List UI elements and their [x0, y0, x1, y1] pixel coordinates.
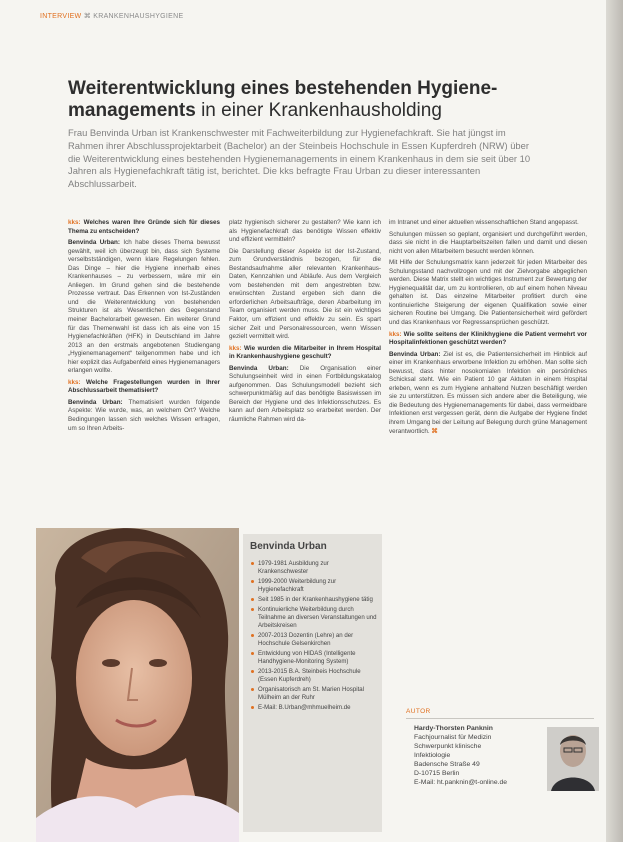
- bio-box-title: Benvinda Urban: [250, 541, 327, 552]
- question-text: Welche Fragestellungen wurden in Ihrer Abschlussarbeit thematisiert?: [68, 378, 220, 395]
- question-label: kks:: [389, 330, 402, 338]
- author-name: Hardy-Thorsten Panknin: [414, 725, 493, 732]
- question-4: [389, 331, 587, 348]
- running-head-section: INTERVIEW: [40, 13, 82, 20]
- author-line: Fachjournalist für Medizin: [414, 734, 492, 741]
- question-label: kks:: [68, 378, 81, 386]
- paragraph: platz hygienisch sicherer zu gestalten? Wie kann ich als Hygienefachkraft das benötigte Wissen effektiv und effizient vermitteln?: [229, 219, 381, 244]
- answer-1: [68, 239, 220, 376]
- title-bold: Weiterentwicklung eines bestehenden Hygiene-managements: [68, 78, 498, 121]
- bio-item: Organisatorisch am St. Marien Hospital Mülheim an der Ruhr: [250, 686, 378, 702]
- page-gutter: [606, 0, 623, 842]
- question-1: [68, 219, 220, 236]
- answer-4: [389, 351, 587, 436]
- answer-2: [68, 399, 220, 433]
- title-light: in einer Krankenhausholding: [201, 100, 442, 121]
- text-column-2: [229, 219, 381, 428]
- answer-3: [229, 365, 381, 425]
- author-line: Infektiologie: [414, 752, 451, 759]
- answer-label: Benvinda Urban:: [229, 364, 289, 372]
- author-line: Schwerpunkt klinische: [414, 743, 482, 750]
- paragraph: Mit Hilfe der Schulungsmatrix kann jederzeit für jeden Mitarbeiter des Schulungsstand nachvollzogen und mit der Zielvorgabe abgeglichen werden. Diese Matrix stellt ein wichtiges Instrument zur Bewertung der Hygienequalität dar, um zu kontrollieren, ob auf einem hohen Niveau gehalten ist. Das einzelne Mitarbeiter profitiert durch eine kontinuierliche Steigerung der eigenen Qualifikation sowie einer sicheren Routine bei Umgang. Die Patientensicherheit wird gefördert und das Krankenhaus vor Regressansprüchen geschützt.: [389, 259, 587, 327]
- portrait-illustration: [36, 528, 239, 842]
- paragraph: Schulungen müssen so geplant, organisiert und durchgeführt werden, dass sie nicht in die Hauptarbeitszeiten fallen und damit und diesen nicht von allen Mitarbeitern besucht werden können.: [389, 230, 587, 255]
- answer-label: Benvinda Urban:: [68, 239, 120, 247]
- bio-item: Kontinuierliche Weiterbildung durch Teilnahme an diversen Veranstaltungen und Arbeitskreisen: [250, 606, 378, 630]
- portrait-photo: [36, 528, 239, 842]
- author-portrait: [547, 727, 599, 791]
- bio-item: E-Mail: B.Urban@mhmuelheim.de: [250, 704, 378, 712]
- question-label: kks:: [229, 344, 242, 352]
- question-label: kks:: [68, 219, 81, 226]
- paragraph: im Intranet und einer aktuellen wissenschaftlichen Stand angepasst.: [389, 219, 579, 226]
- question-3: [229, 345, 381, 362]
- answer-text: Ziel ist es, die Patientensicherheit im Hinblick auf einer im Krankenhaus erworbene Infektion zu erhöhen. Man sollte sich bewusst, dass hinter nosokomialen Infektion ein persönliches Schicksal steht. Wie ein Patient 10 gar Aktuten in einem Hospital erleben, wenn es zum Hygiene anhaltend Nutzen beschäftigt werden sie zu unterstützen. Es müssen sich andere aber die Beteiligung, wie die Bedeutung des Hygienemanagements für dabei, dass vermeidbare Infektionen erst vergessen gerät, denn die Aufgabe der Hygiene findet ihrem Umgang bei der Leitung auf Belegung durch grüne Management verantwortlich.: [389, 350, 587, 435]
- answer-label: Benvinda Urban:: [68, 398, 123, 406]
- author-line: Badensche Straße 49: [414, 761, 480, 768]
- bio-item: Entwicklung von HIDAS (Intelligente Handhygiene-Monitoring System): [250, 650, 378, 666]
- bio-box: [243, 534, 382, 832]
- answer-text: Die Organisation einer Schulungseinheit wird in einen Fortbildungskatalog aufgenommen. Das Schulungsmodell bezieht sich schwerpunktmäßig auf das benötigte Basiswissen im Bereich der Hygiene und des Infektionsschutzes. Es kann auf dem Arbeitsplatz so erarbeitet werden. Der räumliche Rahmen wird da-: [229, 364, 382, 424]
- author-line: D-10715 Berlin: [414, 770, 460, 777]
- author-info: [414, 724, 542, 787]
- paragraph: Die Darstellung dieser Aspekte ist der Ist-Zustand, zum Grundverständnis bezogen, für die Bestandsaufnahme aller relevanten Krankenhaus-Daten, Kennzahlen und Abläufe. Aus dem Vergleich vom bestehenden mit dem angestrebten bzw. erwünschten Zustand ergeben sich dann die erforderlichen Arbeitsaufträge, deren Abarbeitung im Team organisiert werden muss. Die ist ein wichtiges Faktor, um effizient und effektiv zu sein. Es spart sicher Zeit und Personalressourcen, wenn Wissen gezielt vermittelt wird.: [229, 247, 381, 341]
- bio-list: [250, 560, 378, 714]
- end-mark-icon: ⌘: [431, 427, 438, 435]
- text-column-1: [68, 219, 220, 436]
- bio-item: 1979-1981 Ausbildung zur Krankenschwester: [250, 560, 378, 576]
- lead-paragraph: Frau Benvinda Urban ist Krankenschwester mit Fachweiterbildung zur Hygienefachkraft. Sie hat jüngst im Rahmen ihrer Abschlussprojektarbeit (Bachelor) an der Steinbeis Hochschule in Essen Kupferdreh (NRW) über die Weiterentwicklung eines bestehenden Hygienemanagements in einem Krankenhaus in dem sie seit über 10 Jahren als Hygienefachkraft tätig ist, berichtet. Die kks befragte Frau Urban zu dieser interessanten Abschlussarbeit.: [68, 127, 531, 190]
- text-column-3: [389, 219, 587, 439]
- running-head-separator: ⌘: [83, 13, 94, 20]
- author-photo: [547, 727, 599, 791]
- answer-text: Thematisiert wurden folgende Aspekte: Wie wurde, was, an welchem Ort? Welche Bedingungen lassen sich welches Wissen erfragen, um so Ihren Arbeits-: [68, 398, 220, 432]
- bio-item: Seit 1985 in der Krankenhaushygiene tätig: [250, 596, 378, 604]
- question-2: [68, 379, 220, 396]
- question-text: Wie sollte seitens der Klinikhygiene die Patient vermehrt vor Hospitalinfektionen geschützt werden?: [389, 330, 587, 347]
- answer-label: Benvinda Urban:: [389, 350, 441, 358]
- author-divider: [406, 718, 594, 719]
- running-head-topic: KRANKENHAUSHYGIENE: [93, 13, 184, 20]
- author-line: E-Mail: ht.panknin@t-online.de: [414, 779, 508, 786]
- running-head: [40, 12, 183, 20]
- question-text: Welches waren Ihre Gründe sich für dieses Thema zu entscheiden?: [68, 219, 220, 235]
- question-text: Wie wurden die Mitarbeiter in Ihrem Hospital in Krankenhaushygiene geschult?: [229, 344, 382, 361]
- article-title: [68, 78, 538, 122]
- answer-text: Ich habe dieses Thema bewusst gewählt, weil ich überzeugt bin, dass sich Systeme verselbstständigen, wenn klare Regelungen fehlen. Das Dinge – hier die Hygiene innerhalb eines Krankenhauses – zu verbessern, wäre mir ein Anliegen. Im Grund gehen sind die bestehende Prozesse vertraut. Das Erkennen von Ist-Zuständen und die Weiterentwicklung von bestehenden Strukturen ist als Wesentlichen des Gegenstand meiner Bachelorarbeit gewesen. Ein weiterer Grund für das Themenwahl ist dass ich als eine von 15 Hygienefachkräften (HFK) in Deutschland im Jahre 2013 an den erstmals angebotenen Studiengang „Hygienemanagement“ teilgenommen habe und ich hier explizit das Aufgabenfeld eines Hygienemanagers erlangen wollte.: [68, 239, 220, 375]
- author-label: AUTOR: [406, 708, 431, 715]
- bio-item: 2013-2015 B.A. Steinbeis Hochschule (Essen Kupferdreh): [250, 668, 378, 684]
- bio-item: 1999-2000 Weiterbildung zur Hygienefachkraft: [250, 578, 378, 594]
- bio-item: 2007-2013 Dozentin (Lehre) an der Hochschule Gelsenkirchen: [250, 632, 378, 648]
